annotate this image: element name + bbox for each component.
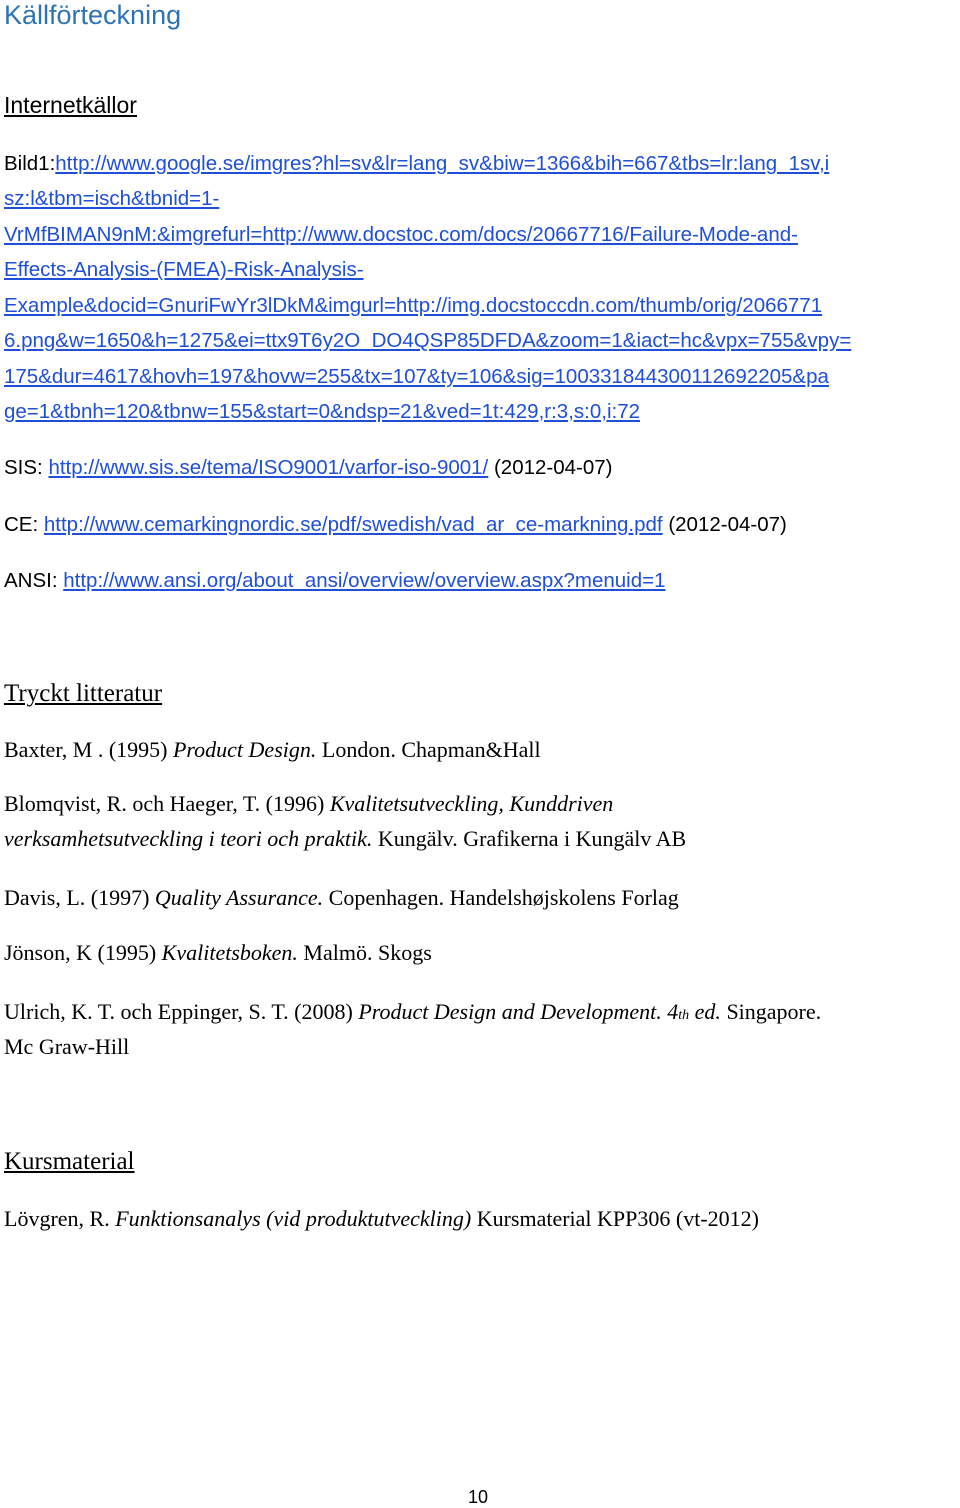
- reference-ulrich-line-1: [4, 999, 821, 1025]
- blomqvist-authors: Blomqvist, R. och Haeger, T. (1996): [4, 791, 330, 816]
- sis-date: (2012-04-07): [493, 456, 613, 479]
- bild1-link-line-6[interactable]: 6.png&w=1650&h=1275&ei=ttx9T6y2O_DO4QSP85DFDA&zoom=1&iact=hc&vpx=755&vpy=: [4, 329, 852, 352]
- lovgren-author: Lövgren, R.: [4, 1206, 116, 1231]
- ansi-label: ANSI:: [4, 569, 58, 592]
- reference-blomqvist-line-1: [4, 791, 613, 817]
- ulrich-publisher: Mc Graw-Hill: [4, 1034, 130, 1059]
- blomqvist-title-2: verksamhetsutveckling i teori och praktik.: [4, 826, 373, 851]
- bild1-link-line-4[interactable]: Effects-Analysis-(FMEA)-Risk-Analysis-: [4, 258, 364, 281]
- ulrich-edition-label: ed.: [689, 999, 721, 1024]
- bild1-label: Bild1:: [4, 152, 56, 175]
- jonson-title: Kvalitetsboken.: [161, 940, 298, 965]
- lovgren-title: Funktionsanalys (vid produktutveckling): [115, 1206, 472, 1231]
- davis-authors: Davis, L. (1997): [4, 885, 155, 910]
- ulrich-edition-suffix: th: [678, 1008, 690, 1023]
- reference-davis: [4, 885, 679, 911]
- ulrich-authors: Ulrich, K. T. och Eppinger, S. T. (2008): [4, 999, 359, 1024]
- section-heading-course: Kursmaterial: [4, 1148, 135, 1175]
- jonson-publisher: Malmö. Skogs: [297, 940, 432, 965]
- ce-reference: [4, 513, 787, 537]
- jonson-authors: Jönson, K (1995): [4, 940, 162, 965]
- section-heading-internet: Internetkällor: [4, 92, 137, 118]
- ansi-reference: [4, 569, 666, 593]
- bild1-link-line-2[interactable]: sz:l&tbm=isch&tbnid=1-: [4, 187, 220, 210]
- page-number: 10: [468, 1487, 489, 1507]
- bild1-line-6: [4, 329, 851, 353]
- section-heading-print: Tryckt litteratur: [4, 680, 163, 707]
- baxter-title: Product Design.: [172, 737, 317, 762]
- bild1-line-5: [4, 294, 822, 318]
- ansi-link[interactable]: http://www.ansi.org/about_ansi/overview/overview.aspx?menuid=1: [63, 569, 666, 592]
- reference-baxter: [4, 737, 541, 763]
- sis-label: SIS:: [4, 456, 43, 479]
- bild1-link-line-8[interactable]: ge=1&tbnh=120&tbnw=155&start=0&ndsp=21&ved=1t:429,r:3,s:0,i:72: [4, 400, 640, 423]
- lovgren-course: Kursmaterial KPP306 (vt-2012): [471, 1206, 759, 1231]
- bild1-line-1: [4, 152, 829, 176]
- ulrich-city: Singapore.: [720, 999, 822, 1024]
- ce-label: CE:: [4, 513, 39, 536]
- sis-reference: [4, 456, 612, 480]
- reference-ulrich-line-2: [4, 1034, 129, 1060]
- bild1-link-line-7[interactable]: 175&dur=4617&hovh=197&hovw=255&tx=107&ty=106&sig=100331844300112692205&pa: [4, 365, 829, 388]
- ulrich-title: Product Design and Development. 4: [358, 999, 679, 1024]
- blomqvist-title-1: Kvalitetsutveckling, Kunddriven: [329, 791, 614, 816]
- sis-link[interactable]: http://www.sis.se/tema/ISO9001/varfor-iso-9001/: [48, 456, 489, 479]
- page-title: Källförteckning: [4, 0, 182, 30]
- ce-date: (2012-04-07): [668, 513, 787, 536]
- bild1-line-3: [4, 223, 798, 247]
- blomqvist-publisher: Kungälv. Grafikerna i Kungälv AB: [372, 826, 687, 851]
- bild1-line-8: [4, 400, 640, 424]
- bild1-line-7: [4, 365, 829, 389]
- bild1-line-2: [4, 187, 219, 211]
- reference-lovgren: [4, 1206, 759, 1232]
- bild1-link-line-3[interactable]: VrMfBIMAN9nM:&imgrefurl=http://www.docstoc.com/docs/20667716/Failure-Mode-and-: [4, 223, 798, 246]
- davis-title: Quality Assurance.: [154, 885, 324, 910]
- ce-link[interactable]: http://www.cemarkingnordic.se/pdf/swedish/vad_ar_ce-markning.pdf: [43, 513, 663, 536]
- baxter-authors: Baxter, M . (1995): [4, 737, 173, 762]
- davis-publisher: Copenhagen. Handelshøjskolens Forlag: [323, 885, 679, 910]
- bild1-link-line-1[interactable]: http://www.google.se/imgres?hl=sv&lr=lang_sv&biw=1366&bih=667&tbs=lr:lang_1sv,i: [55, 152, 830, 175]
- baxter-publisher: London. Chapman&Hall: [316, 737, 541, 762]
- reference-blomqvist-line-2: [4, 826, 686, 852]
- reference-jonson: [4, 940, 432, 966]
- bild1-link-line-5[interactable]: Example&docid=GnuriFwYr3lDkM&imgurl=http://img.docstoccdn.com/thumb/orig/2066771: [4, 294, 823, 317]
- bild1-line-4: [4, 258, 364, 282]
